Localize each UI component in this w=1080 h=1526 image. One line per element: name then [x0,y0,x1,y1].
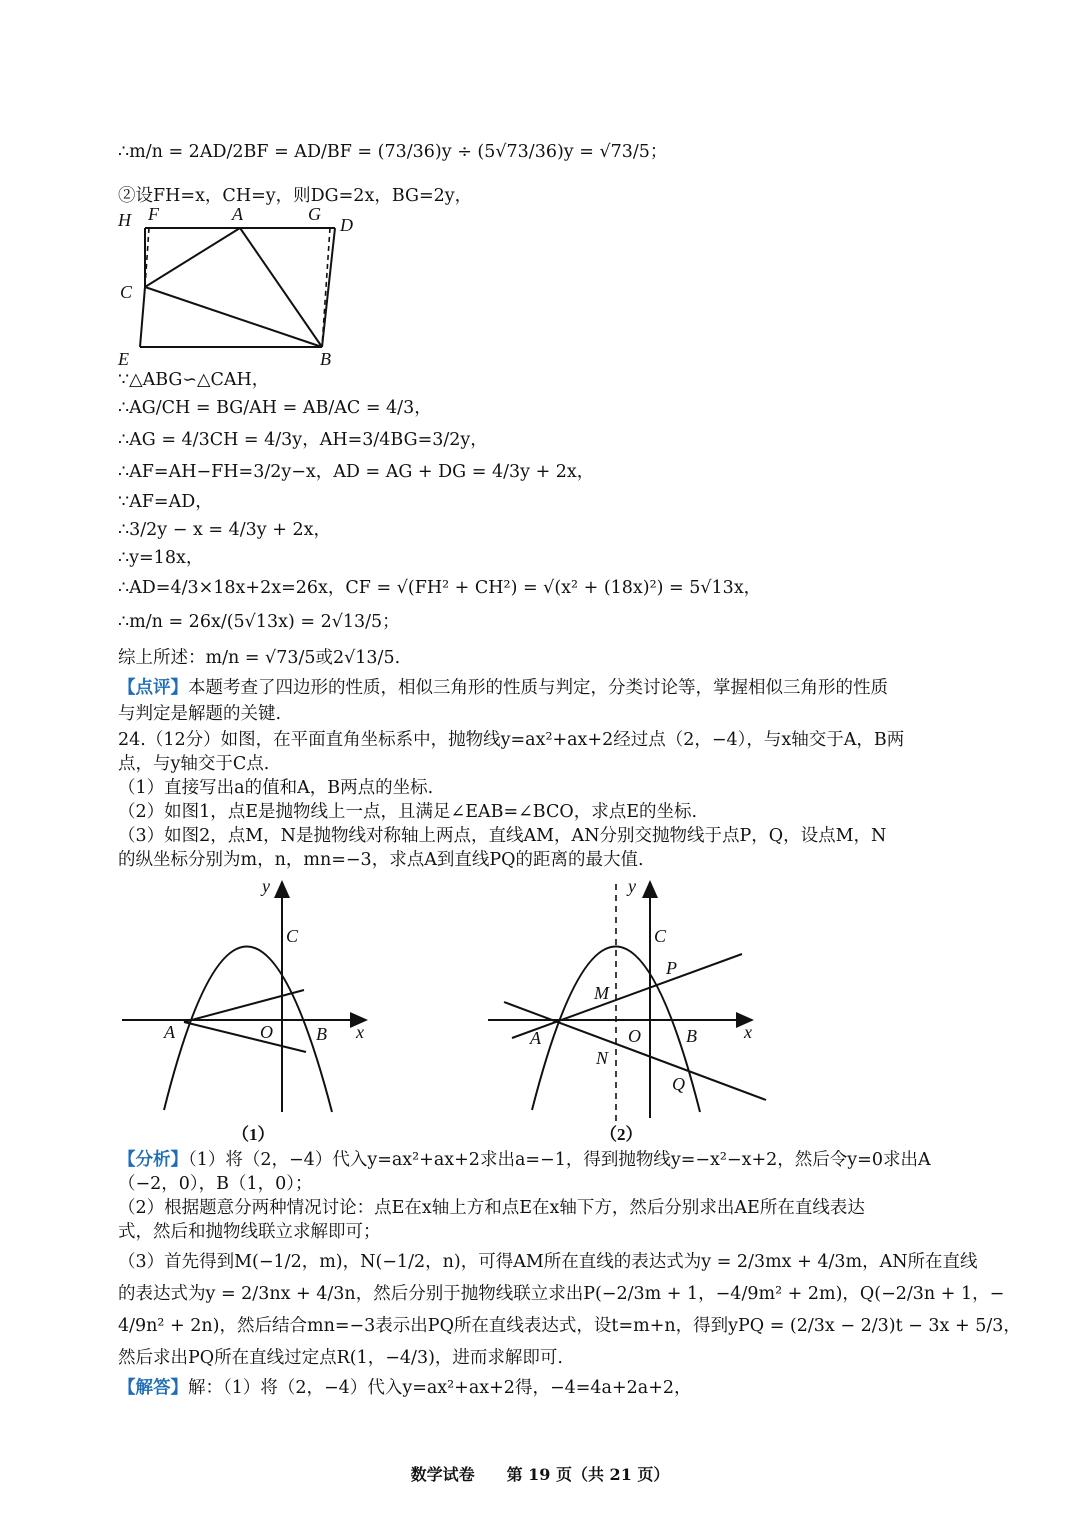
solution-line: ∴m/n = 26x/(5√13x) = 2√13/5； [118,612,400,632]
answer-text: 解：（1）将（2，−4）代入y=ax²+ax+2得，−4=4a+2a+2， [188,1378,692,1398]
answer-tag: 【解答】 [118,1378,188,1398]
question-part-3: （3）如图2，点M，N是抛物线对称轴上两点，直线AM，AN分别交抛物线于点P，Q，设点M，N [118,826,887,846]
label-n: N [596,1048,609,1068]
figure-caption-1: （1） [232,1125,275,1144]
solution-line: ∵△ABG∽△CAH， [118,370,270,390]
solution-line: ∴AF=AH−FH=3/2y−x，AD = AG + DG = 4/3y + 2x， [118,462,595,482]
graph-figure-2 [482,872,772,1147]
solution-line: ∴AG = 4/3CH = 4/3y，AH=3/4BG=3/2y， [118,430,488,450]
question-line: 24.（12分）如图，在平面直角坐标系中，抛物线y=ax²+ax+2经过点（2，−4），与x轴交于A，B两 [118,730,905,750]
comment-text: 本题考查了四边形的性质，相似三角形的性质与判定，分类讨论等，掌握相似三角形的性质 [188,678,888,698]
analysis-line: （−2，0），B（1，0）； [118,1174,313,1194]
label-a: A [164,1022,175,1042]
label-c: C [286,926,299,946]
comment-line [118,676,964,700]
question-part-2: （2）如图1，点E是抛物线上一点，且满足∠EAB=∠BCO，求点E的坐标. [118,802,698,822]
question-part-1: （1）直接写出a的值和A，B两点的坐标. [118,778,434,798]
label-c: C [654,926,667,946]
label-o: O [260,1022,273,1042]
solution-line: ②设FH=x，CH=y，则DG=2x，BG=2y， [118,186,473,206]
solution-line: ∴y=18x， [118,548,204,568]
label-a: A [232,204,243,224]
parabola [164,946,332,1112]
label-c: C [120,282,133,302]
label-e: E [118,349,129,369]
answer-line [118,1376,964,1400]
analysis-line: 的表达式为y = 2/3nx + 4/3n，然后分别于抛物线联立求出P(−2/3m + 1，−4/9m² + 2m)，Q(−2/3n + 1，− [118,1284,1005,1304]
question-part-3b: 的纵坐标分别为m，n，mn=−3，求点A到直线PQ的距离的最大值. [118,850,644,870]
line-amp [512,954,742,1038]
label-o: O [628,1026,641,1046]
question-line: 点，与y轴交于C点. [118,754,270,774]
comment-tag: 【点评】 [118,678,188,698]
graph-figure-1 [118,872,378,1147]
label-y: y [628,876,636,896]
line-anq [504,1002,766,1100]
solution-line: ∴AD=4/3×18x+2x=26x，CF = √(FH² + CH²) = √(x² + (18x)²) = 5√13x， [118,578,762,598]
label-g: G [308,204,321,224]
analysis-line: （3）首先得到M(−1/2，m)，N(−1/2，n)，可得AM所在直线的表达式为y = 2/3mx + 4/3m，AN所在直线 [118,1252,978,1272]
segment-ab [240,228,322,347]
label-d: D [340,215,353,235]
label-b: B [316,1024,327,1044]
solution-line: ∵AF=AD， [118,492,213,512]
comment-line-2: 与判定是解题的关键. [118,704,282,724]
analysis-text: （1）将（2，−4）代入y=ax²+ax+2求出a=−1，得到抛物线y=−x²−x+2，然后令y=0求出A [188,1150,931,1170]
label-x: x [744,1022,752,1042]
figure-caption-2: （2） [600,1125,643,1144]
segment-ca [145,228,240,287]
quadrilateral-figure [110,204,370,370]
solution-line: ∴AG/CH = BG/AH = AB/AC = 4/3， [118,398,432,418]
analysis-line: 式，然后和抛物线联立求解即可； [118,1222,381,1242]
label-m: M [594,983,609,1003]
analysis-line [118,1148,964,1172]
analysis-tag: 【分析】 [118,1150,188,1170]
analysis-line: （2）根据题意分两种情况讨论：点E在x轴上方和点E在x轴下方，然后分别求出AE所在直线表达 [118,1198,865,1218]
label-y: y [262,876,270,896]
line-ae-lower [184,1022,306,1052]
page-footer: 数学试卷 第 19 页（共 21 页） [410,1465,670,1484]
segment-cb [145,287,322,347]
label-b: B [320,349,331,369]
label-b: B [686,1026,697,1046]
solution-line: ∴3/2y − x = 4/3y + 2x， [118,520,331,540]
label-a: A [530,1028,541,1048]
label-h: H [118,210,131,230]
label-x: x [356,1022,364,1042]
solution-line: ∴m/n = 2AD/2BF = AD/BF = (73/36)y ÷ (5√73/36)y = √73/5； [118,142,668,162]
label-p: P [666,958,677,978]
analysis-line: 然后求出PQ所在直线过定点R(1，−4/3)，进而求解即可. [118,1348,563,1368]
conclusion-line: 综上所述：m/n = √73/5或2√13/5. [118,648,401,668]
segment-ce [140,287,145,347]
analysis-line: 4/9n² + 2n)，然后结合mn=−3表示出PQ所在直线表达式，设t=m+n，得到yPQ = (2/3x − 2/3)t − 3x + 5/3， [118,1316,1021,1336]
label-q: Q [672,1074,685,1094]
label-f: F [148,204,159,224]
